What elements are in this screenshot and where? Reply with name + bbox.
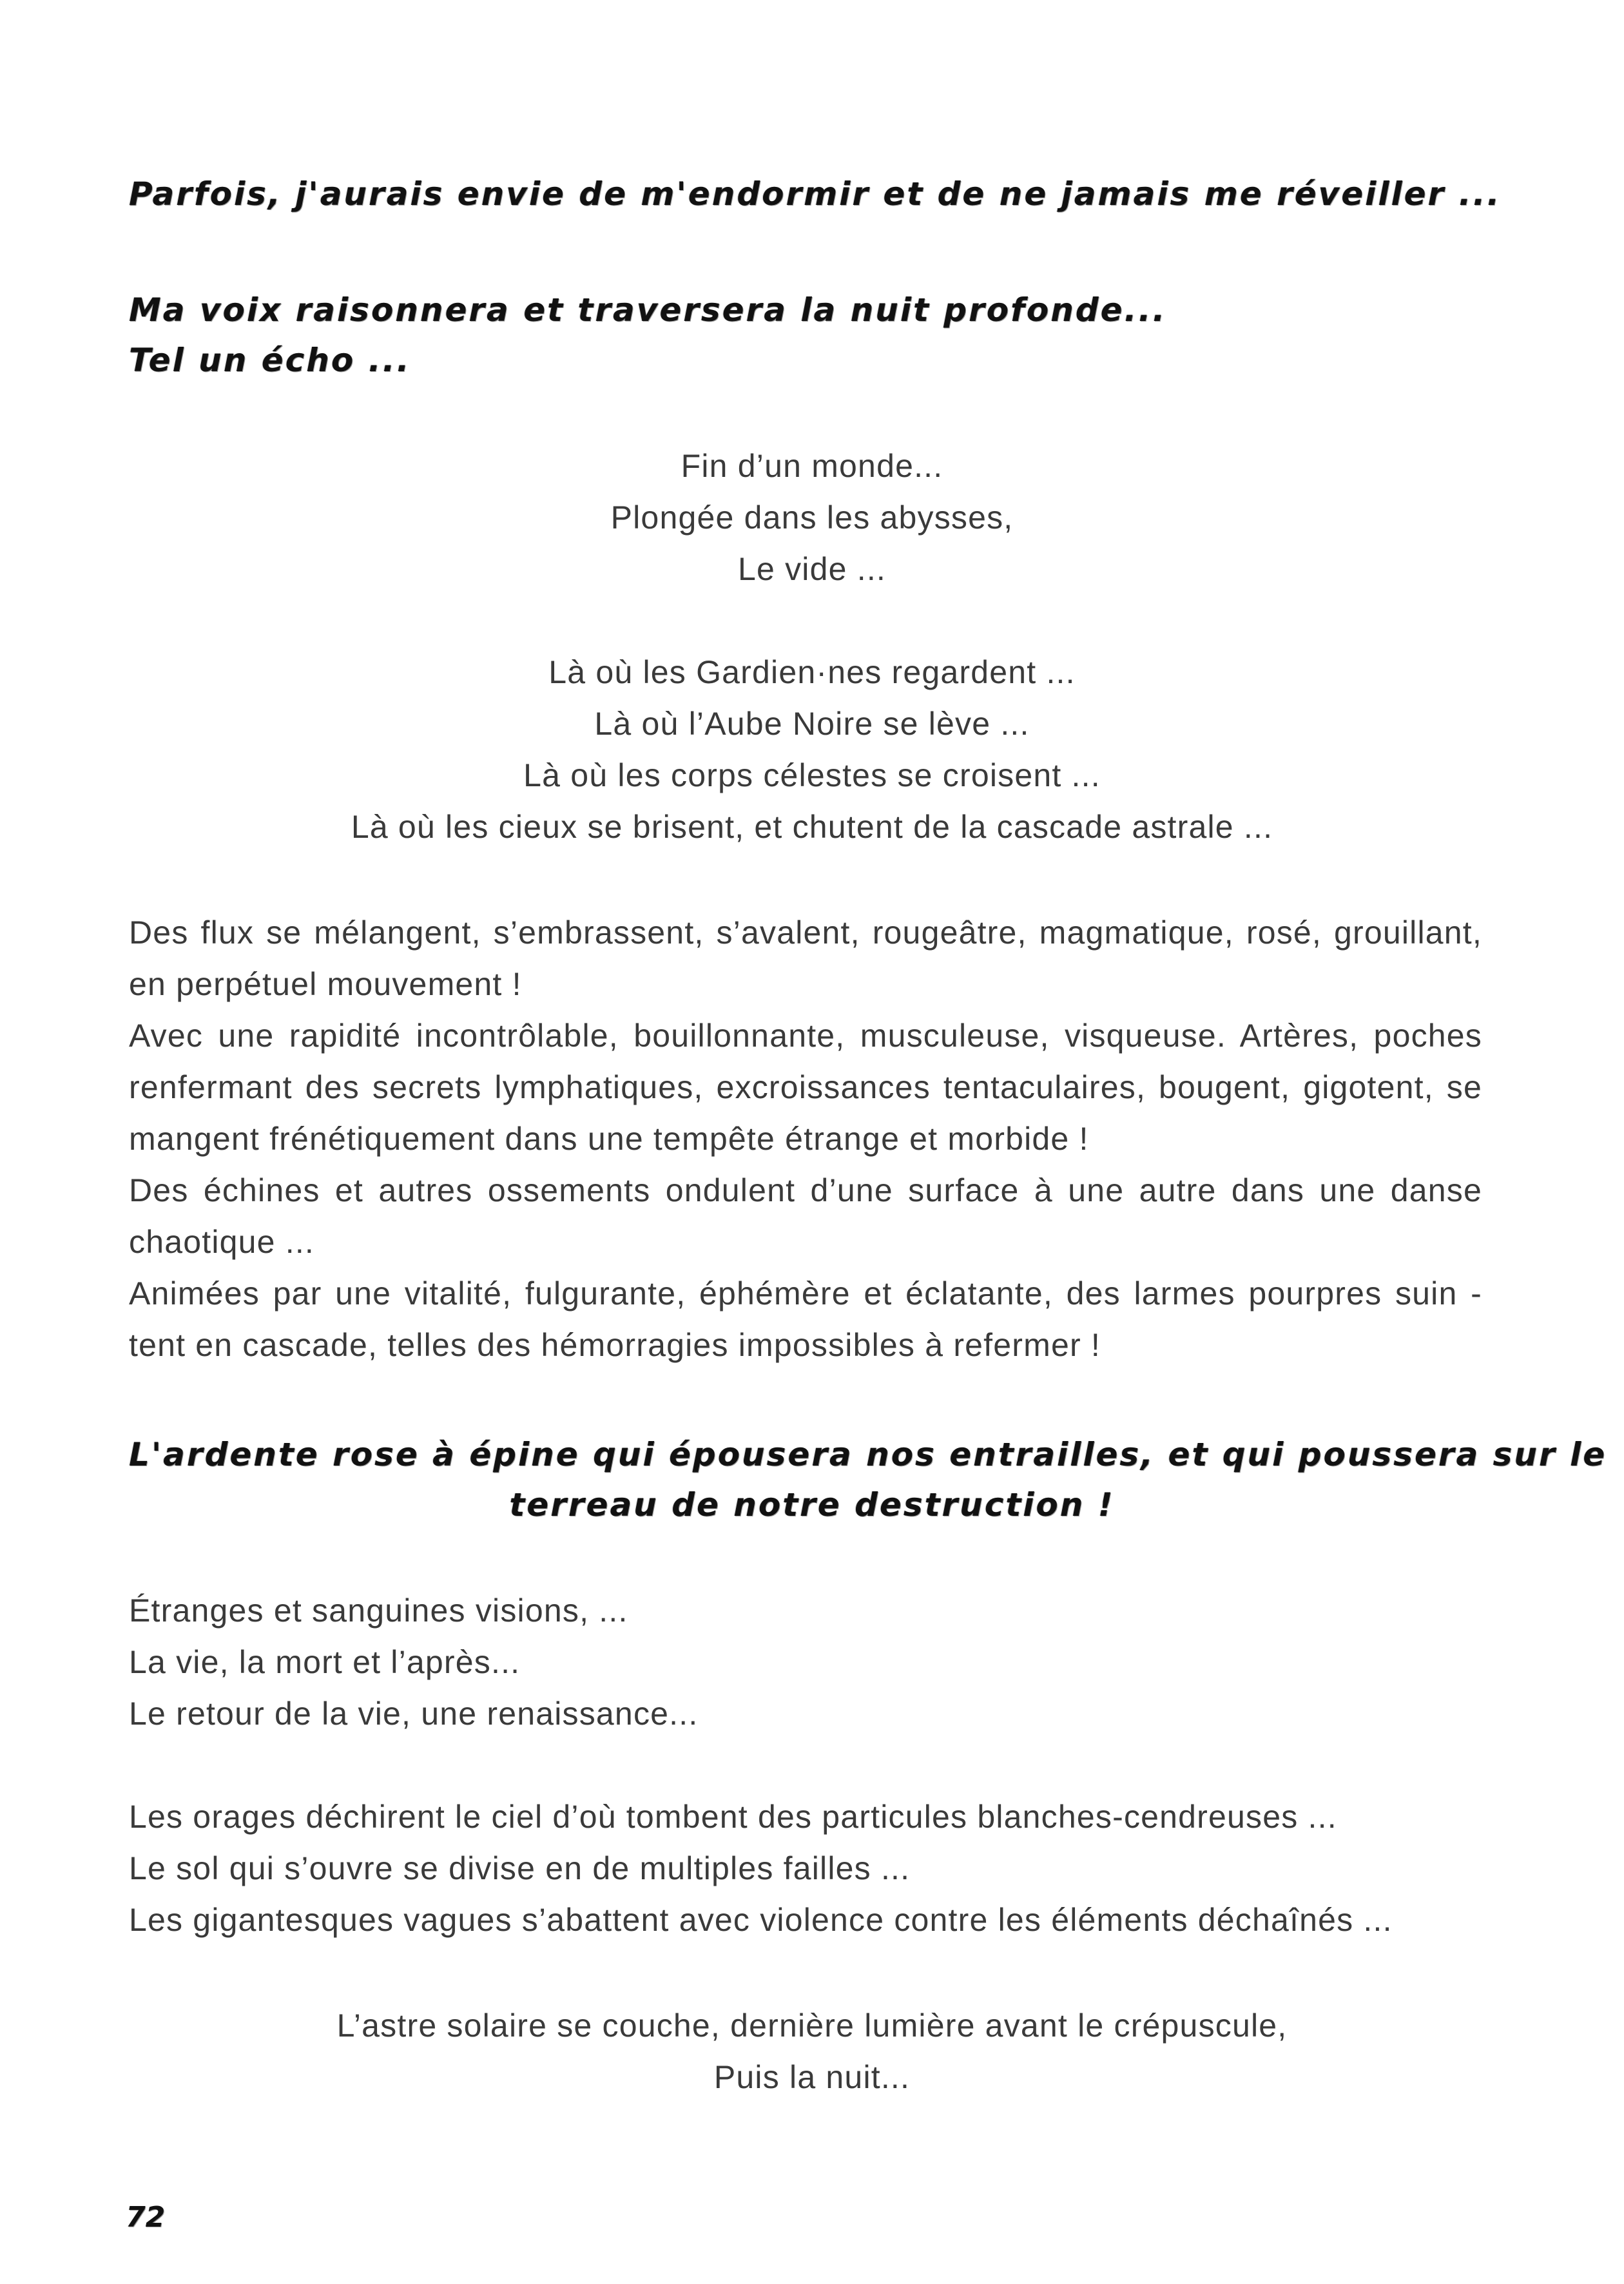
intro-line-3: Tel un écho ... [129, 342, 411, 379]
stanza-2-line-1: Là où les Gardien·nes regardent ... [548, 654, 1076, 690]
prose-line-5: mangent frénétiquement dans une tempête étrange et morbide ! [129, 1121, 1089, 1157]
intro-line-1: Parfois, j'aurais envie de m'endormir et de ne jamais me réveiller ... [129, 175, 1502, 213]
visions-line-2: La vie, la mort et l’après... [129, 1644, 521, 1680]
stanza-2-line-4: Là où les cieux se brisent, et chutent de la cascade astrale ... [351, 809, 1273, 845]
stanza-2-line-2: Là où l’Aube Noire se lève ... [594, 706, 1030, 742]
stanza-1-line-2: Plongée dans les abysses, [610, 499, 1014, 536]
rose-line-2: terreau de notre destruction ! [509, 1486, 1115, 1524]
prose-line-1: Des flux se mélangent, s’embrassent, s’avalent, rougeâtre, magmatique, rosé, grouillant, [129, 915, 1482, 951]
stanza-1-line-1: Fin d’un monde... [681, 448, 943, 484]
prose-line-9: tent en cascade, telles des hémorragies impossibles à refermer ! [129, 1327, 1101, 1363]
prose-line-7: chaotique ... [129, 1224, 315, 1260]
prose-line-4: renfermant des secrets lymphatiques, excroissances tentaculaires, bougent, gigotent, se [129, 1069, 1482, 1105]
prose-line-2: en perpétuel mouvement ! [129, 966, 522, 1002]
stanza-2-line-3: Là où les corps célestes se croisent ... [523, 757, 1101, 793]
storms-line-2: Le sol qui s’ouvre se divise en de multiples failles ... [129, 1850, 911, 1886]
closing-line-2: Puis la nuit... [713, 2059, 911, 2095]
prose-line-8: Animées par une vitalité, fulgurante, éphémère et éclatante, des larmes pourpres suin - [129, 1275, 1482, 1311]
storms-line-1: Les orages déchirent le ciel d’où tombent des particules blanches-cendreuses ... [129, 1799, 1337, 1835]
closing-line-1: L’astre solaire se couche, dernière lumière avant le crépuscule, [336, 2008, 1288, 2044]
page-number: 72 [126, 2201, 166, 2234]
prose-line-6: Des échines et autres ossements ondulent d’une surface à une autre dans une danse [129, 1172, 1482, 1208]
visions-line-1: Étranges et sanguines visions, ... [129, 1592, 628, 1629]
prose-line-3: Avec une rapidité incontrôlable, bouillonnante, musculeuse, visqueuse. Artères, poches [129, 1018, 1482, 1054]
intro-line-2: Ma voix raisonnera et traversera la nuit profonde... [129, 291, 1167, 329]
visions-line-3: Le retour de la vie, une renaissance... [129, 1696, 699, 1732]
stanza-1-line-3: Le vide ... [738, 551, 886, 587]
rose-line-1: L'ardente rose à épine qui épousera nos entrailles, et qui poussera sur le [129, 1436, 1607, 1473]
storms-line-3: Les gigantesques vagues s’abattent avec violence contre les éléments déchaînés ... [129, 1902, 1393, 1938]
